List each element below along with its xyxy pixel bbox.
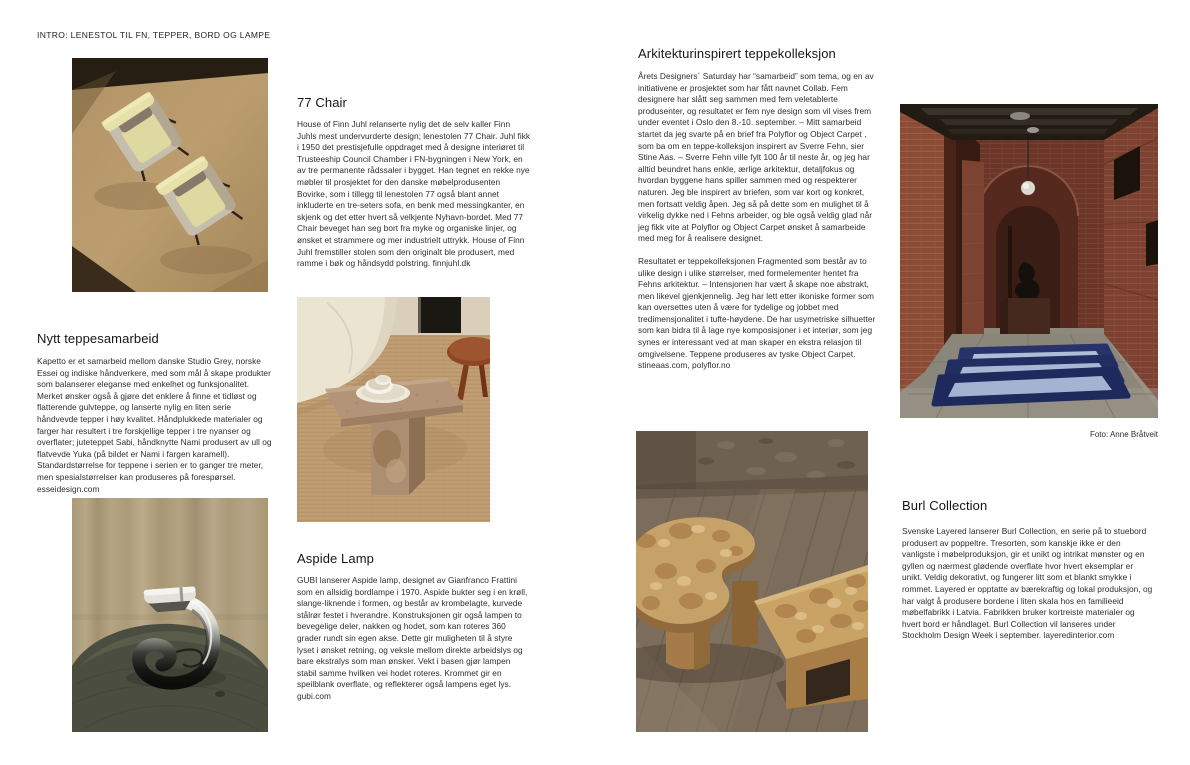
photo-brick-corridor-graphic [900,104,1158,418]
article-body-teppekolleksjon-p1: Årets Designers´ Saturday har “samarbeid” som tema, og en av initiativene er prosjektet som har fått navnet Collab. Fem designere har slått seg sammen med fem veletablerte produsenter, og resultatet er fem nye design som vil vises frem under eventet i Oslo den 8.-10. september. – Mitt samarbeid startet da jeg svarte på en brief fra Polyflor og Object Carpet , som ba om en teppe-kolleksjon inspirert av Sverre Fehn, sier Stine Aas. – Sverre Fehn ville fylt 100 år til neste år, og jeg har alltid beundret hans enkle, ærlige arkitektur, detaljfokus og hvordan byggene hans spiller sammen med og respekterer naturen. Jeg ble inspirert av briefen, som var kort og konkret, men fortsatt veldig åpen. Jeg så på dette som en mulighet til å virkelig dykke ned i Fehns arbeider, og ble også veldig glad når jeg fikk vite at Polyflor og Object Carpet ønsket å samarbeide med meg for å realisere designet. [638,71,874,244]
article-body-teppekolleksjon-p2: Resultatet er teppekolleksjonen Fragmented som består av to ulike design i ulike størrelser, med formelementer hentet fra Fehns arkitektur. – Intensjonen har vært å skape noe abstrakt, men likevel gjenkjennelig. Jeg har lett etter ikoniske former som kan oversettes uten å være for tydelige og jobbet med tredimensjonalitet i tufte-høydene. De har usymetriske silhuetter som kan bidra til å lage nye komposisjoner i et interiør, som jeg synes er interessant ved at man skaper en ekstra relasjon til omgivelsene. Teppene produseres av tyske Object Carpet. stineaas.com, polyflor.no [638,255,876,371]
photo-armchairs-graphic [72,58,268,292]
photo-credit: Foto: Anne Bråtveit [1089,430,1158,439]
photo-burl-tables-graphic [636,431,868,732]
photo-armchairs [72,58,268,292]
article-body-77-chair: House of Finn Juhl relanserte nylig det de selv kaller Finn Juhls mest undervurderte design; lenestolen 77 Chair. Juhl fikk i 1950 det prestisjefulle oppdraget med å designe interiøret til Trusteeship Council Chamber i FN-bygningen i New York, en av tre permanente rådssaler i bygget. Han tegnet en rekke nye møbler til prosjektet for den danske møbelprodusenten Bovirke, som i tillegg til lenestolen 77 også blant annet inkluderte en tre-seters sofa, en benk med messingkanter, en skjenk og det etter hvert så velkjente Nyhavn-bordet. Med 77 Chair beveget han seg bort fra myke og organiske linjer, og ønsket et strammere og mer industrielt uttrykk. House of Finn Juhl fremstiller stolen som den originalt ble produsert, med ramme i bøk og håndsydd polstring. finnjuhl.dk [297,119,531,269]
article-title-teppekolleksjon: Arkitekturinspirert teppekolleksjon [638,46,836,61]
photo-aspide-lamp-graphic [72,498,268,732]
photo-travertine-table-graphic [297,297,490,522]
article-body-aspide-lamp: GUBI lanserer Aspide lamp, designet av Gianfranco Frattini som en allsidig bordlampe i 1970. Aspide bukter seg i en krøll, slange-liknende i formen, og består av krombelagte, kurvede stålrør festet i hverandre. Konstruksjonen gir også lampen to bevegelige deler, nakken og hodet, som kan roteres 360 grader rundt sin egen akse. Dette gir muligheten til å styre lyset i ønsket retning, og veksle mellom direkte arbeidslys og bare ekstralys som man ønsker. Vekt i basen gjør lampen stabil samme hvilken vei hodet roteres. Krommet gir en speilblank overflate, og reflekterer også lampens eget lys. gubi.com [297,575,528,701]
article-body-nytt-teppesamarbeid: Kapetto er et samarbeid mellom danske Studio Grey, norske Essei og indiske håndverkere, med som mål å skape produkter som balanserer eleganse med enkelhet og funksjonalitet. Merket ønsker også å gjøre det enklere å finne et tidløst og flatterende gulvteppe, og lanserte nylig en liten serie håndvevde tepper i høy kvalitet. Håndplukkede materialer og farger har resultert i tre forskjellige tepper i tre nyanser og overflater; juteteppet Sabi, håndknytte Nami produsert av ull og flatvevde Yuka (på bildet er Nami i fargen karamell). Standardstørrelse for teppene i serien er to ganger tre meter, men spesialstørrelser kan produseres på forespørsel. esseidesign.com [37,356,272,494]
photo-aspide-lamp [72,498,268,732]
article-title-77-chair: 77 Chair [297,95,347,110]
photo-brick-corridor-rugs [900,104,1158,418]
photo-burl-tables [636,431,868,732]
article-title-aspide-lamp: Aspide Lamp [297,551,374,566]
article-body-burl-collection: Svenske Layered lanserer Burl Collection, en serie på to stuebord produsert av poppeltre. Tresorten, som kanskje ikke er den vanligste i møbelproduksjon, gir et unikt og intrikat mønster og en gyllen og nærmest glødende overflate hvor hvert eksemplar er unikt. Veldig dekorativt, og fungerer litt som et blankt smykke i rommet. Layered er opptatte av bærekraftig og lokal produksjon, og har valgt å produsere bordene i liten skala hos en familieeid møbelfabrikk i Latvia. Fabrikken bruker kortreiste materialer og hvert bord er håndlaget. Burl Collection vil lanseres under Stockholm Design Week i september. layeredinterior.com [902,526,1153,641]
photo-travertine-table [297,297,490,522]
page-kicker: INTRO: LENESTOL TIL FN, TEPPER, BORD OG LAMPE [37,30,271,40]
article-title-burl-collection: Burl Collection [902,498,988,513]
article-title-nytt-teppesamarbeid: Nytt teppesamarbeid [37,331,159,346]
